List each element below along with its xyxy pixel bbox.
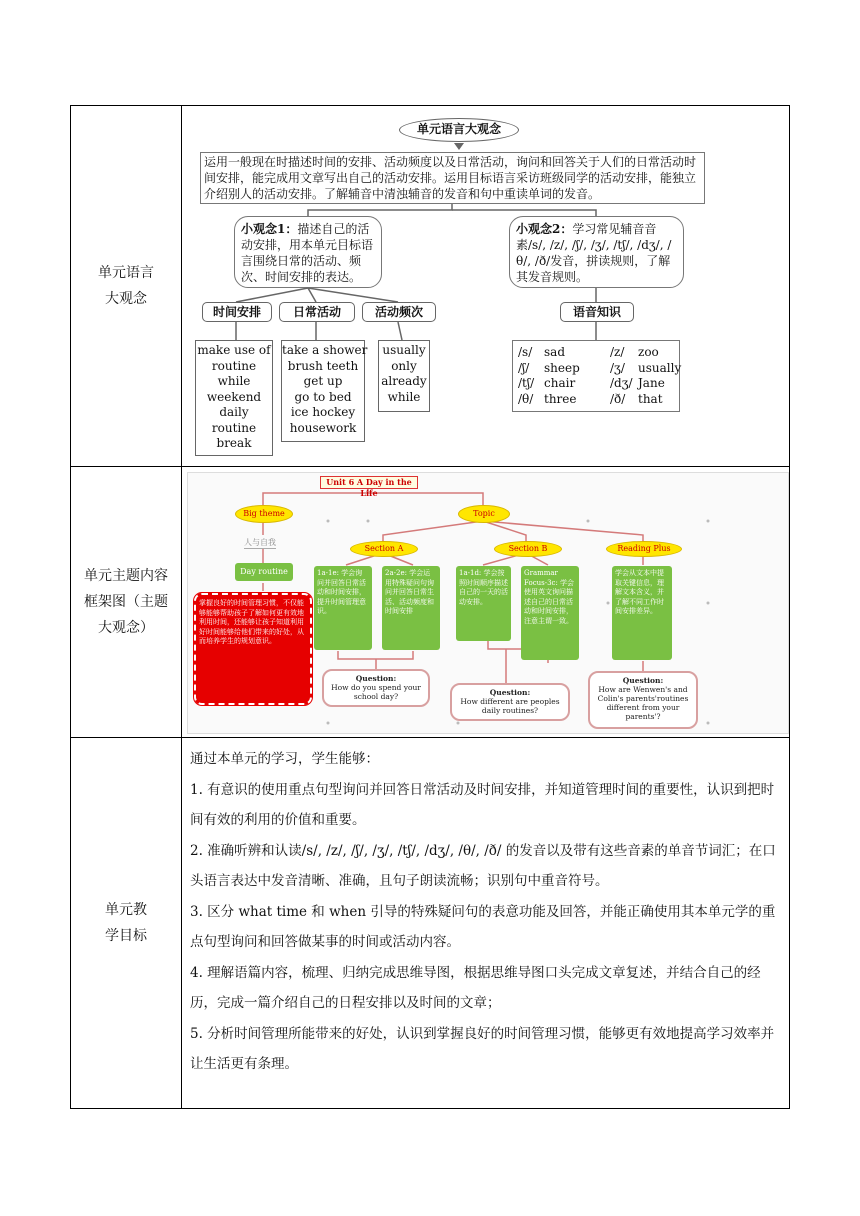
list-item: routine: [211, 358, 257, 373]
example-word: Jane: [638, 376, 665, 390]
example-word: three: [544, 391, 577, 406]
phoneme: /z/: [610, 345, 625, 359]
row-framework: [71, 467, 790, 738]
list-item: routine: [211, 420, 257, 435]
section-a-oval: Section A: [350, 541, 418, 557]
list-item: while: [217, 374, 251, 388]
list-frequency: [378, 340, 430, 412]
row-objectives: [71, 738, 790, 1109]
label-framework-line2: 框架图（主题: [84, 594, 168, 610]
example-word: sad: [544, 345, 565, 359]
objective-item-4: 4. 理解语篇内容，梳理、归纳完成思维导图，根据思维导图口头完成文章复述，并结合自己的经历，完成一篇介绍自己的日程安排以及时间的文章；: [190, 964, 761, 1011]
label-big-idea-line2: 大观念: [105, 291, 147, 307]
row-big-idea: [71, 106, 790, 467]
phoneme: /θ/: [518, 391, 534, 406]
unit-plan-table: [70, 105, 790, 1109]
phonetics-grid: [518, 345, 681, 407]
unit-title: Unit 6 A Day in the Life: [320, 476, 418, 489]
label-framework-line1: 单元主题内容: [84, 568, 168, 584]
tag-daily: 日常活动: [279, 302, 355, 322]
list-item: brush teeth: [287, 358, 359, 373]
sub-concept-2: [509, 216, 684, 288]
phoneme: /ʒ/: [610, 360, 625, 375]
label-objectives-line2: 学目标: [105, 928, 147, 944]
objectives-text: [182, 738, 789, 1086]
big-idea-mindmap-cell: [182, 106, 790, 467]
list-item: usually: [382, 343, 426, 357]
reading-plus-oval: Reading Plus: [606, 541, 682, 557]
objectives-intro: 通过本单元的学习，学生能够：: [190, 751, 379, 767]
tag-frequency: 活动频次: [362, 302, 436, 322]
mindmap-title: 单元语言大观念: [399, 118, 519, 142]
list-item: get up: [303, 374, 343, 388]
sub-concept-1-lead: 小观念1：: [241, 222, 298, 236]
label-framework: [71, 467, 182, 738]
question-b-box: [450, 683, 570, 721]
objective-item-3: 3. 区分 what time 和 when 引导的特殊疑问句的表意功能及回答，并能正确使用其本单元学的重点句型询问和回答做某事的时间或活动内容。: [190, 903, 776, 950]
phoneme: /ʃ/: [518, 360, 530, 375]
question-b-text: How different are peoples daily routines?: [460, 697, 560, 715]
section-a-2-box: 2a-2e: 学会运用特殊疑问句询问并回答日常生活、活动频度和时间安排: [382, 566, 440, 650]
big-idea-mindmap: [182, 106, 792, 466]
list-item: housework: [289, 420, 357, 435]
big-idea-summary: 运用一般现在时描述时间的安排、活动频度以及日常活动，询问和回答关于人们的日常活动时间安排，能完成用文章写出自己的活动安排。运用目标语言采访班级同学的活动安排，能独立介绍别人的活动安排。了解辅音中清浊辅音的发音和句中重读单词的发音。: [200, 152, 705, 204]
sub-concept-1-text: 描述自己的活动安排，用本单元目标语言围绕日常的活动、频次、时间安排的表达。: [241, 222, 374, 284]
section-b-1-box: 1a-1d: 学会按照时间顺序描述自己的一天的活动安排。: [456, 566, 511, 641]
objective-item-1: 1. 有意识的使用重点句型询问并回答日常活动及时间安排，并知道管理时间的重要性，认识到把时间有效的利用的价值和重要。: [190, 781, 775, 828]
list-time: [195, 340, 273, 456]
list-item: go to bed: [294, 389, 352, 404]
section-b-oval: Section B: [494, 541, 562, 557]
phoneme: /ð/: [610, 391, 626, 406]
example-word: chair: [544, 376, 576, 390]
ren-yu-zi-wo: 人与自我: [244, 538, 276, 547]
section-b-2-box: Grammar Focus-3c: 学会使用英文询问描述自己的日常活动和时间安排，注意主谓一致。: [521, 566, 579, 660]
question-a-text: How do you spend your school day?: [331, 683, 421, 701]
label-objectives-line1: 单元教: [105, 902, 147, 918]
topic-oval: Topic: [458, 505, 510, 523]
question-b-label: Question:: [489, 688, 531, 697]
red-note-box: 掌握良好的时间管理习惯，不仅能够能够帮助孩子了解如何更有效地利用时间，还能够让孩子知道利用好时间能够给他们带来的好处，从而培养学生的规划意识。: [194, 593, 312, 705]
sub-concept-2-lead: 小观念2：: [516, 222, 573, 236]
list-item: only: [391, 358, 417, 373]
objective-item-5: 5. 分析时间管理所能带来的好处，认识到掌握良好的时间管理习惯，能够更有效地提高学习效率并让生活更有条理。: [190, 1025, 775, 1072]
framework-cell: [182, 467, 790, 738]
example-word: zoo: [638, 345, 659, 359]
list-item: daily: [219, 405, 249, 419]
label-objectives: [71, 738, 182, 1109]
phoneme: /tʃ/: [518, 376, 535, 390]
list-item: break: [216, 436, 252, 450]
tag-phonetics: 语音知识: [560, 302, 634, 322]
list-item: while: [387, 389, 421, 404]
tag-time: 时间安排: [202, 302, 272, 322]
sub-concept-1: [234, 216, 382, 288]
example-word: usually: [638, 360, 682, 375]
question-r-label: Question:: [622, 676, 664, 685]
phoneme: /dʒ/: [610, 376, 633, 390]
question-r-box: [588, 671, 698, 729]
list-item: make use of: [197, 343, 271, 357]
objectives-cell: [182, 738, 790, 1109]
label-big-idea-line1: 单元语言: [98, 265, 154, 281]
objective-item-2: 2. 准确听辨和认读/s/, /z/, /ʃ/, /ʒ/, /tʃ/, /dʒ/, /θ/, /ð/ 的发音以及带有这些音素的单音节词汇；在口头语言表达中发音清晰、准确，且句子朗读流畅；识别句中重音符号。: [190, 842, 776, 889]
question-a-label: Question:: [355, 674, 397, 683]
list-daily: [281, 340, 368, 442]
big-theme-oval: Big theme: [235, 505, 293, 523]
section-a-1-box: 1a-1e: 学会询问并回答日常活动和时间安排，提升时间管理意识。: [314, 566, 372, 650]
list-item: weekend: [206, 389, 262, 404]
phoneme: /s/: [518, 345, 533, 359]
framework-diagram: [187, 472, 789, 734]
example-word: that: [638, 391, 663, 406]
question-r-text: How are Wenwen's and Colin's parents'routines different from your parents'?: [597, 685, 689, 721]
reading-plus-box: 学会从文本中提取关键信息，理解文本含义，并了解不同工作时间安排差异。: [612, 566, 672, 660]
label-big-idea: [71, 106, 182, 467]
example-word: sheep: [544, 360, 580, 375]
sub-concept-2-text: 学习常见辅音音素/s/, /z/, /ʃ/, /ʒ/, /tʃ/, /dʒ/, /θ/, /ð/发音，拼读规则，了解其发音规则。: [516, 222, 672, 284]
list-item: ice hockey: [290, 405, 356, 419]
list-item: already: [381, 374, 427, 388]
list-item: take a shower: [282, 343, 368, 357]
day-routine-box: Day routine: [235, 563, 293, 581]
label-framework-line3: 大观念）: [98, 620, 154, 636]
question-a-box: [322, 669, 430, 707]
